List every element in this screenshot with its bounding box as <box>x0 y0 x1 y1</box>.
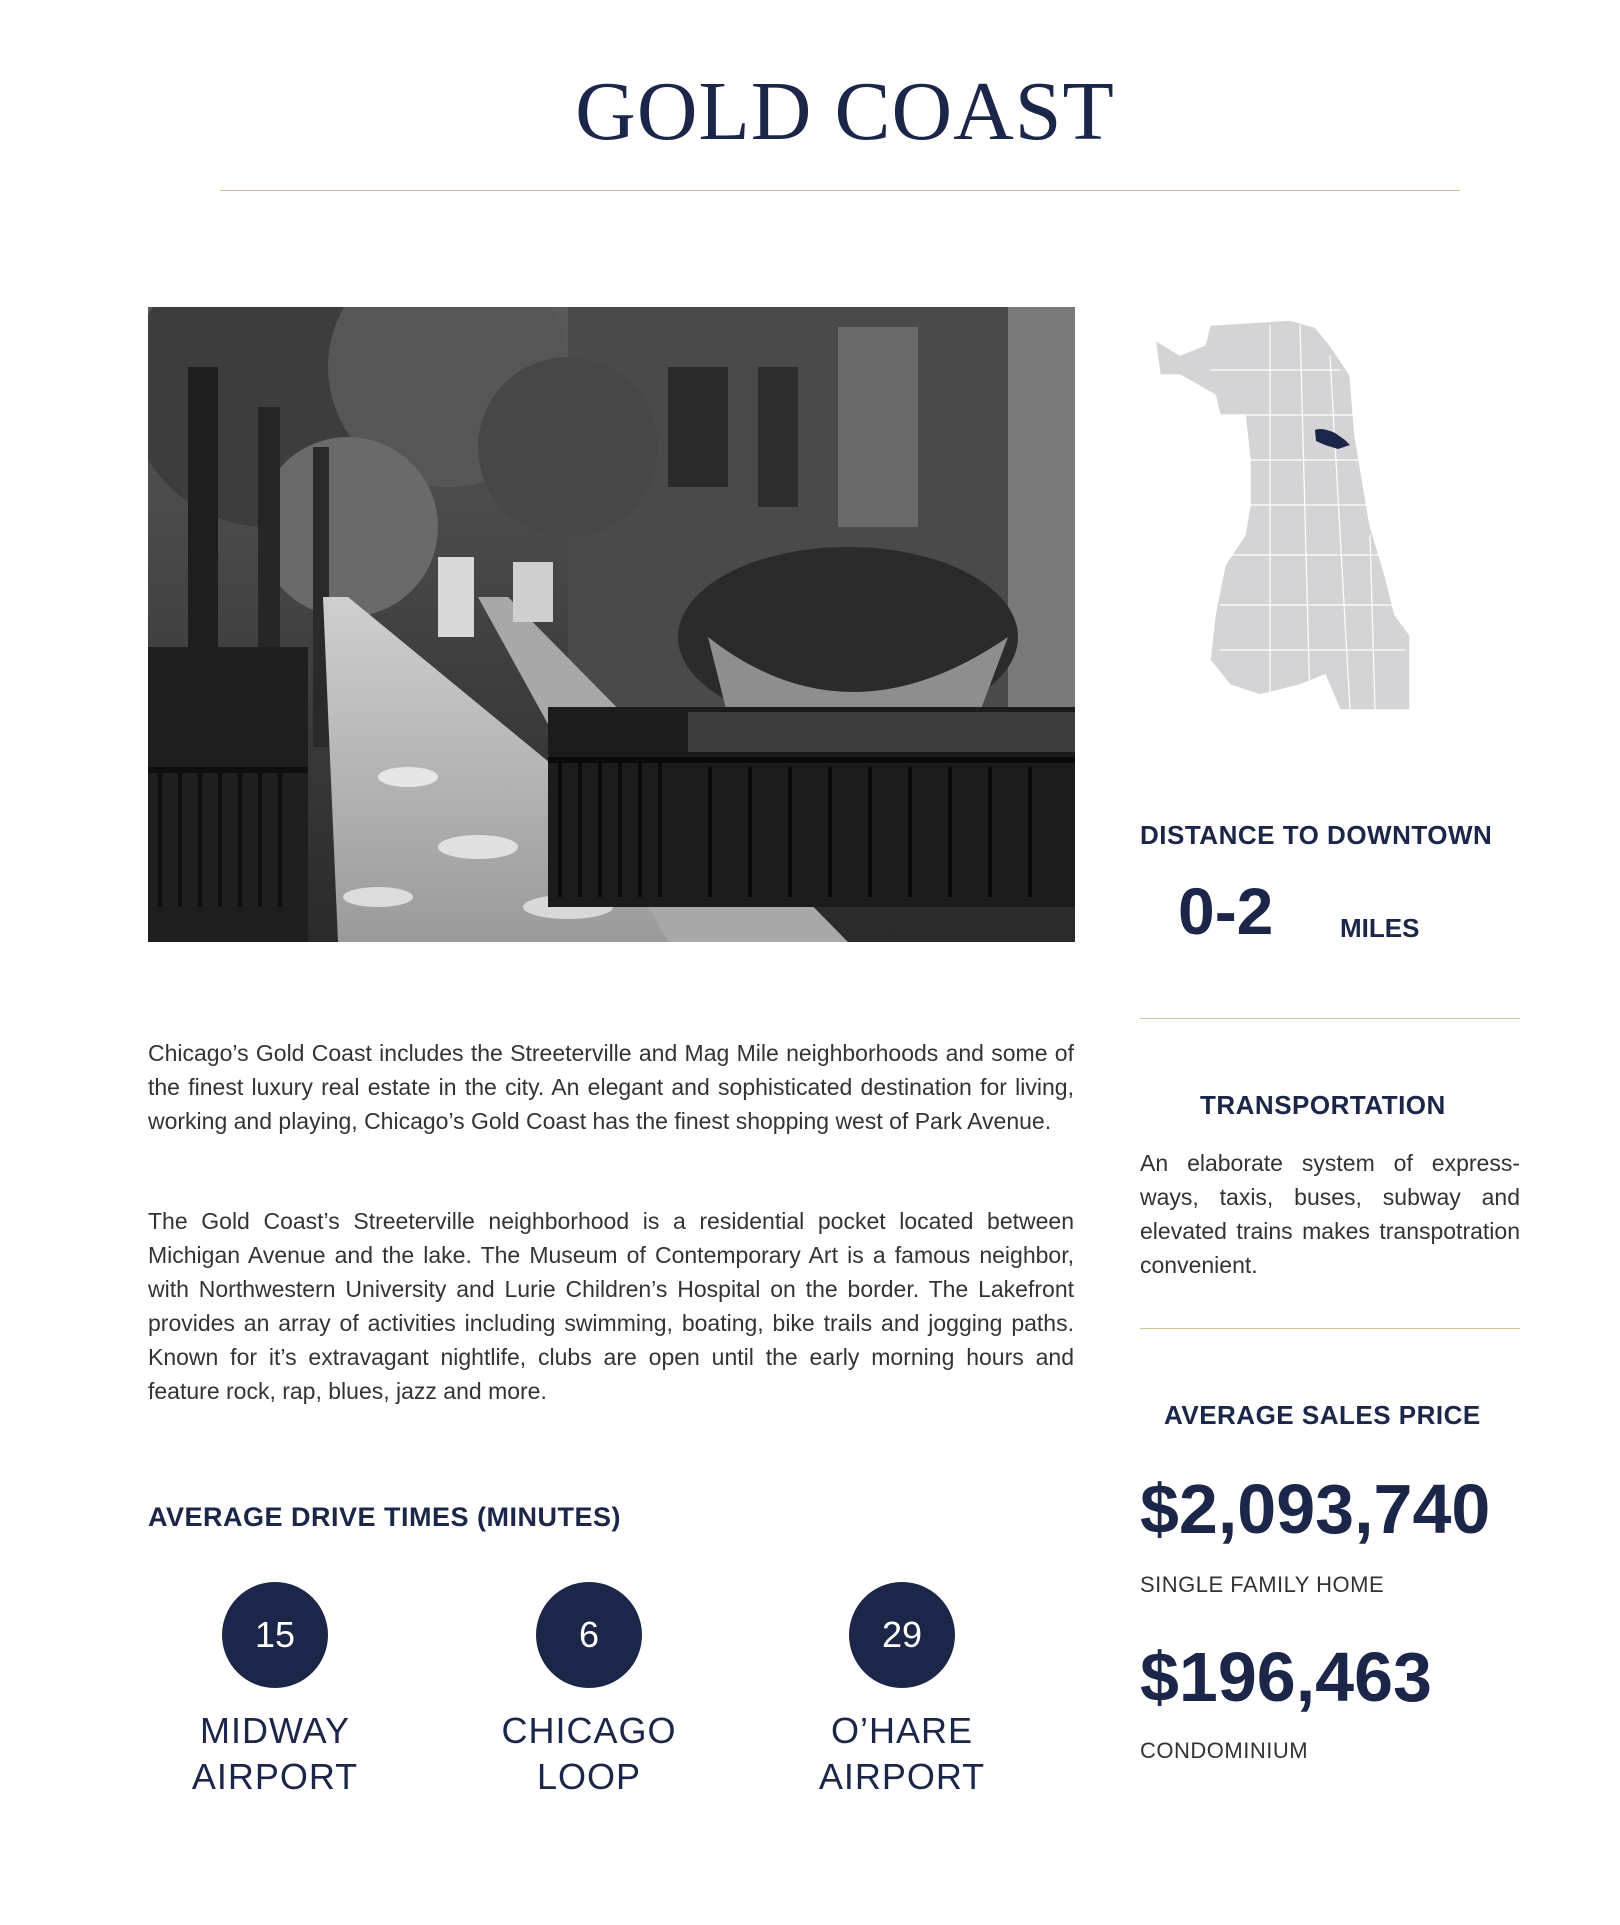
sfh-label: SINGLE FAMILY HOME <box>1140 1572 1385 1597</box>
condo-price: $196,463 <box>1140 1638 1432 1716</box>
destination-label: MIDWAY <box>200 1710 350 1751</box>
transportation-divider <box>1140 1328 1520 1329</box>
transportation-text: An elaborate system of express-ways, taxis, buses, subway and elevated trains makes transpotration convenient. <box>1140 1150 1520 1278</box>
sfh-price: $2,093,740 <box>1140 1470 1491 1548</box>
drive-time-midway <box>145 1582 405 1800</box>
chicago-map <box>1150 315 1480 715</box>
destination-label: LOOP <box>536 1756 642 1797</box>
distance-unit: MILES <box>1340 913 1420 943</box>
condo-label: CONDOMINIUM <box>1140 1738 1309 1763</box>
drive-time-badge: 29 <box>849 1582 955 1688</box>
drive-time-badge: 6 <box>536 1582 642 1688</box>
drive-time-loop <box>459 1582 719 1800</box>
distance-heading: DISTANCE TO DOWNTOWN <box>1140 820 1493 850</box>
description-paragraph: Chicago’s Gold Coast includes the Streeterville and Mag Mile neighborhoods and some of the finest luxury real estate in the city. An elegant and sophisticated destination for living, working and playing, Chicago’s Gold Coast has the finest shopping west of Park Avenue. <box>148 1040 1074 1134</box>
destination-label: CHICAGO <box>501 1710 677 1751</box>
drive-time-badge: 15 <box>222 1582 328 1688</box>
drive-time-ohare <box>772 1582 1032 1800</box>
transportation-heading: TRANSPORTATION <box>1200 1090 1446 1120</box>
drive-times-heading: AVERAGE DRIVE TIMES (MINUTES) <box>148 1502 622 1532</box>
distance-value: 0-2 <box>1178 874 1274 948</box>
destination-label: AIRPORT <box>191 1756 359 1797</box>
description-paragraph: The Gold Coast’s Streeterville neighborhood is a residential pocket located between Michigan Avenue and the lake. The Museum of Contemporary Art is a famous neighbor, with Northwestern University and Lurie Children’s Hospital on the border. The Lakefront provides an array of activities including swimming, boating, bike trails and jogging paths. Known for it’s extravagant nightlife, clubs are open until the early morning hours and feature rock, rap, blues, jazz and more. <box>148 1208 1074 1404</box>
page-title: GOLD COAST <box>575 65 1115 158</box>
destination-label: AIRPORT <box>818 1756 986 1797</box>
neighborhood-photo <box>148 307 1075 942</box>
title-divider <box>220 190 1460 191</box>
destination-label: O’HARE <box>830 1710 974 1751</box>
sales-heading: AVERAGE SALES PRICE <box>1164 1400 1481 1430</box>
distance-divider <box>1140 1018 1520 1019</box>
